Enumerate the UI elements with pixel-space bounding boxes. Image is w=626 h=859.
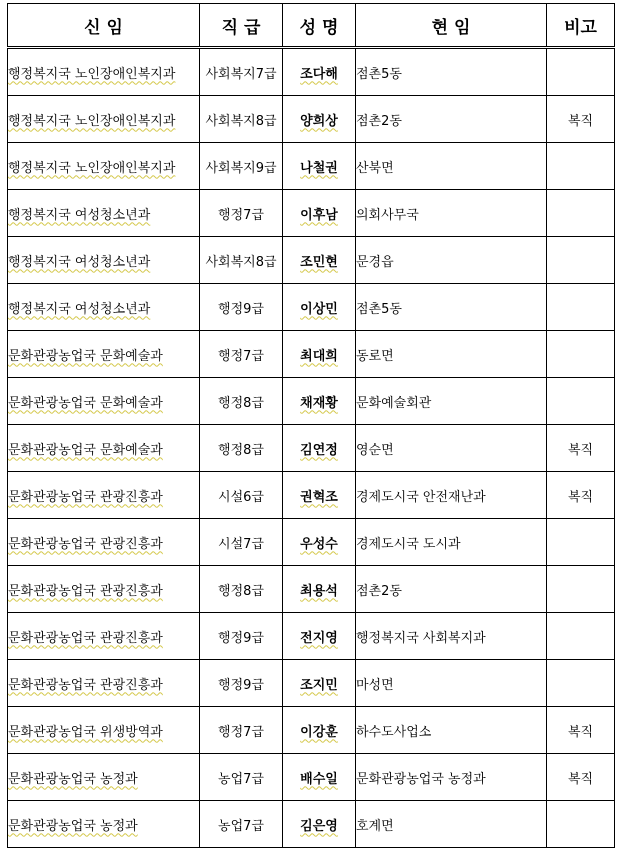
cell-new-post: 문화관광농업국 관광진흥과 (8, 660, 200, 707)
cell-note (547, 143, 615, 190)
cell-new-post: 문화관광농업국 문화예술과 (8, 425, 200, 472)
cell-name: 이강훈 (283, 707, 356, 754)
cell-current-post: 점촌2동 (356, 96, 547, 143)
table-row (8, 707, 615, 754)
cell-grade: 행정8급 (200, 566, 283, 613)
cell-current-post: 문화예술회관 (356, 378, 547, 425)
cell-grade: 행정9급 (200, 660, 283, 707)
table-row (8, 96, 615, 143)
cell-current-post: 점촌5동 (356, 284, 547, 331)
cell-name: 조지민 (283, 660, 356, 707)
cell-note: 복직 (547, 425, 615, 472)
cell-grade: 행정8급 (200, 378, 283, 425)
cell-grade: 사회복지8급 (200, 237, 283, 284)
cell-new-post: 행정복지국 노인장애인복지과 (8, 143, 200, 190)
table-row (8, 48, 615, 96)
cell-new-post: 문화관광농업국 관광진흥과 (8, 613, 200, 660)
cell-grade: 사회복지7급 (200, 48, 283, 96)
cell-current-post: 경제도시국 도시과 (356, 519, 547, 566)
cell-new-post: 행정복지국 여성청소년과 (8, 284, 200, 331)
cell-grade: 사회복지9급 (200, 143, 283, 190)
cell-note (547, 48, 615, 96)
cell-note (547, 190, 615, 237)
cell-current-post: 문경읍 (356, 237, 547, 284)
cell-new-post: 문화관광농업국 관광진흥과 (8, 472, 200, 519)
cell-new-post: 문화관광농업국 농정과 (8, 801, 200, 848)
cell-note (547, 237, 615, 284)
cell-current-post: 경제도시국 안전재난과 (356, 472, 547, 519)
cell-new-post: 행정복지국 여성청소년과 (8, 237, 200, 284)
cell-current-post: 점촌2동 (356, 566, 547, 613)
cell-new-post: 문화관광농업국 문화예술과 (8, 331, 200, 378)
cell-name: 최대희 (283, 331, 356, 378)
cell-note (547, 331, 615, 378)
table-row (8, 801, 615, 848)
cell-name: 이후남 (283, 190, 356, 237)
cell-note (547, 378, 615, 425)
personnel-table (7, 3, 615, 848)
cell-grade: 농업7급 (200, 754, 283, 801)
cell-grade: 행정9급 (200, 284, 283, 331)
cell-note: 복직 (547, 96, 615, 143)
cell-note (547, 801, 615, 848)
cell-note (547, 660, 615, 707)
header-note: 비고 (547, 4, 615, 48)
cell-new-post: 문화관광농업국 관광진흥과 (8, 566, 200, 613)
cell-name: 김연정 (283, 425, 356, 472)
cell-grade: 행정7급 (200, 707, 283, 754)
cell-new-post: 행정복지국 노인장애인복지과 (8, 96, 200, 143)
cell-note (547, 284, 615, 331)
cell-name: 최용석 (283, 566, 356, 613)
table-row (8, 331, 615, 378)
cell-name: 양희상 (283, 96, 356, 143)
cell-new-post: 문화관광농업국 농정과 (8, 754, 200, 801)
table-row (8, 472, 615, 519)
table-row (8, 425, 615, 472)
cell-grade: 농업7급 (200, 801, 283, 848)
cell-new-post: 행정복지국 여성청소년과 (8, 190, 200, 237)
cell-note: 복직 (547, 754, 615, 801)
cell-name: 조다해 (283, 48, 356, 96)
cell-current-post: 하수도사업소 (356, 707, 547, 754)
header-new-post: 신 임 (8, 4, 200, 48)
cell-grade: 행정7급 (200, 190, 283, 237)
table-row (8, 143, 615, 190)
cell-current-post: 영순면 (356, 425, 547, 472)
cell-current-post: 점촌5동 (356, 48, 547, 96)
cell-grade: 행정8급 (200, 425, 283, 472)
cell-new-post: 문화관광농업국 관광진흥과 (8, 519, 200, 566)
cell-name: 이상민 (283, 284, 356, 331)
table-row (8, 519, 615, 566)
header-current-post: 현 임 (356, 4, 547, 48)
cell-name: 전지영 (283, 613, 356, 660)
table-row (8, 284, 615, 331)
cell-current-post: 호계면 (356, 801, 547, 848)
cell-current-post: 행정복지국 사회복지과 (356, 613, 547, 660)
table-row (8, 378, 615, 425)
cell-name: 김은영 (283, 801, 356, 848)
cell-note (547, 519, 615, 566)
table-row (8, 613, 615, 660)
header-row (8, 4, 615, 48)
cell-name: 우성수 (283, 519, 356, 566)
header-name: 성 명 (283, 4, 356, 48)
cell-name: 조민현 (283, 237, 356, 284)
table-row (8, 754, 615, 801)
cell-note: 복직 (547, 472, 615, 519)
table-row (8, 237, 615, 284)
table-row (8, 566, 615, 613)
table-row (8, 190, 615, 237)
cell-name: 배수일 (283, 754, 356, 801)
header-grade: 직 급 (200, 4, 283, 48)
cell-grade: 시설7급 (200, 519, 283, 566)
cell-current-post: 문화관광농업국 농정과 (356, 754, 547, 801)
cell-name: 채재황 (283, 378, 356, 425)
cell-grade: 사회복지8급 (200, 96, 283, 143)
cell-grade: 시설6급 (200, 472, 283, 519)
table-row (8, 660, 615, 707)
cell-current-post: 산북면 (356, 143, 547, 190)
cell-current-post: 동로면 (356, 331, 547, 378)
cell-name: 나철권 (283, 143, 356, 190)
cell-note: 복직 (547, 707, 615, 754)
cell-current-post: 마성면 (356, 660, 547, 707)
cell-name: 권혁조 (283, 472, 356, 519)
cell-note (547, 566, 615, 613)
cell-new-post: 문화관광농업국 위생방역과 (8, 707, 200, 754)
cell-grade: 행정9급 (200, 613, 283, 660)
cell-new-post: 행정복지국 노인장애인복지과 (8, 48, 200, 96)
cell-new-post: 문화관광농업국 문화예술과 (8, 378, 200, 425)
cell-current-post: 의회사무국 (356, 190, 547, 237)
cell-grade: 행정7급 (200, 331, 283, 378)
cell-note (547, 613, 615, 660)
